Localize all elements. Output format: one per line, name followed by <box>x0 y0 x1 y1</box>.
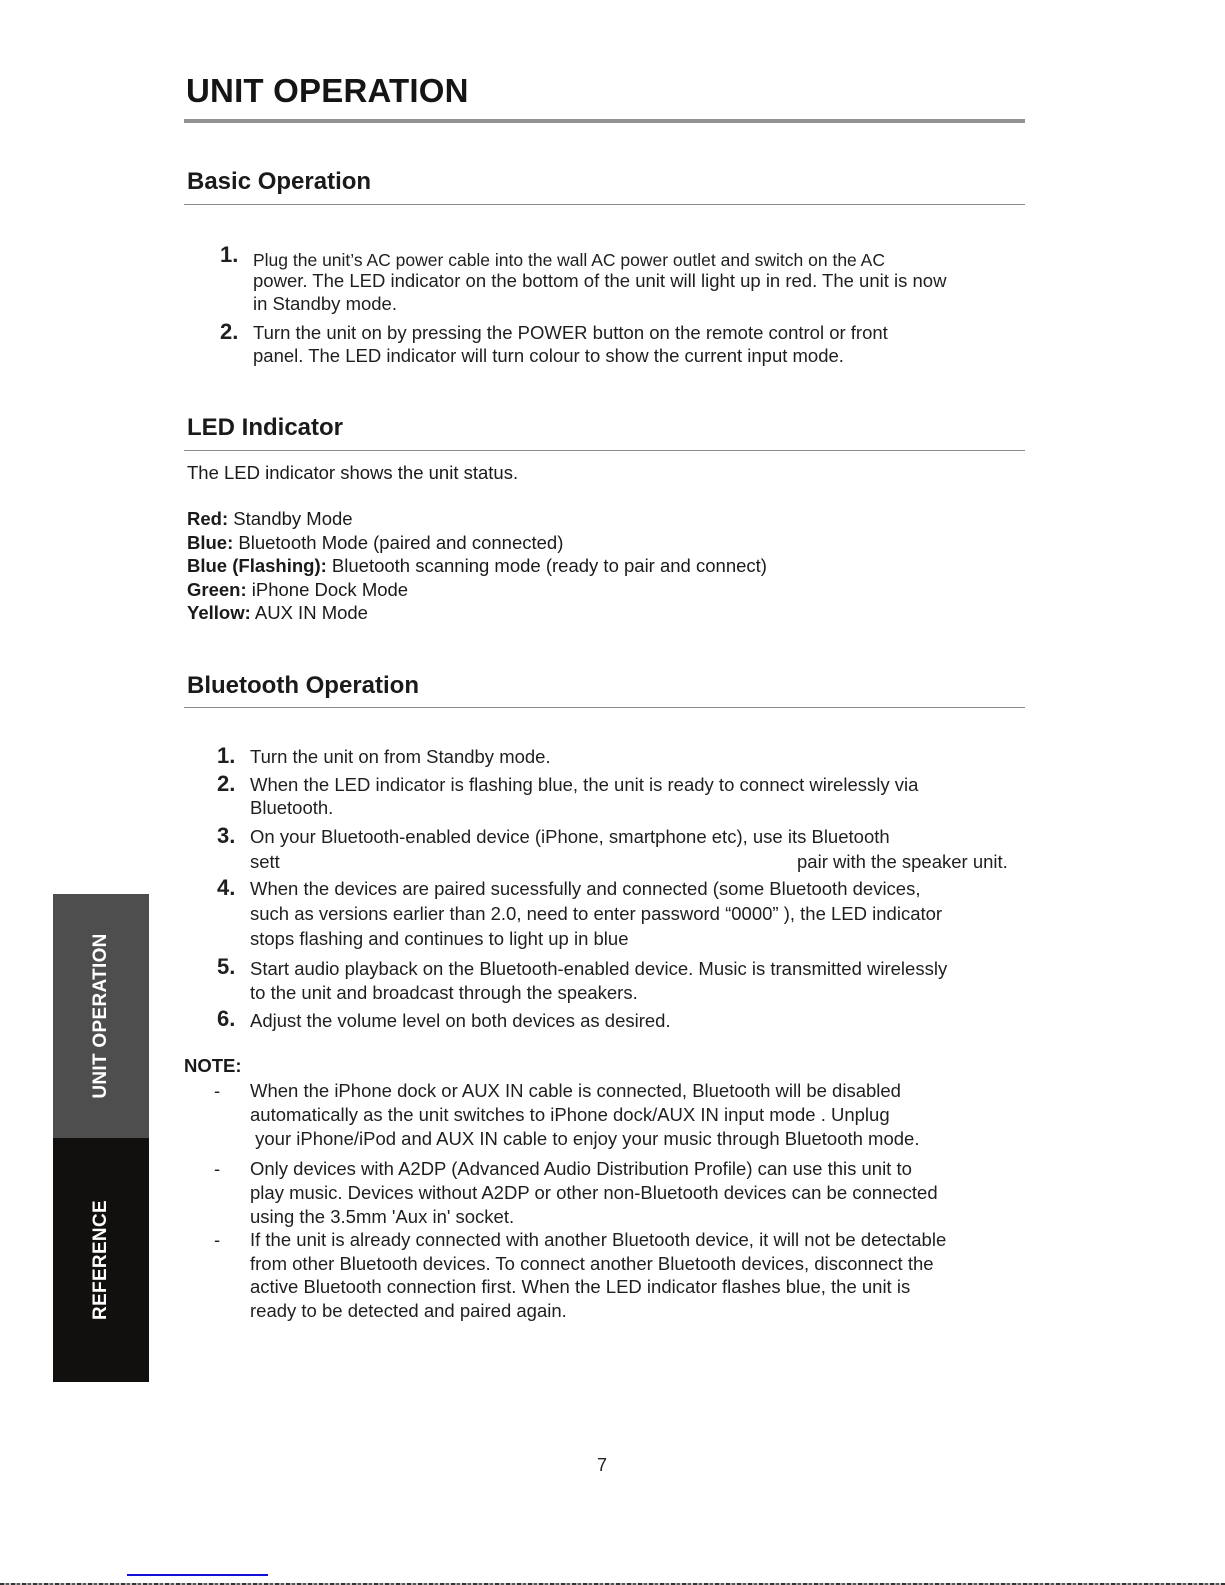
item-text: Turn the unit on from Standby mode. <box>250 746 551 767</box>
item-text: Adjust the volume level on both devices as desired. <box>250 1010 671 1031</box>
section-divider <box>184 204 1025 205</box>
led-entry-red <box>187 507 353 531</box>
section-divider <box>184 450 1025 451</box>
page-title: UNIT OPERATION <box>186 72 469 109</box>
item-text: Bluetooth. <box>250 797 334 818</box>
item-text: Start audio playback on the Bluetooth-enabled device. Music is transmitted wirelessly <box>250 958 948 979</box>
led-entry-blue <box>187 531 563 555</box>
note-label: NOTE: <box>184 1055 242 1076</box>
section-heading-led-indicator: LED Indicator <box>187 414 344 441</box>
bullet-text: automatically as the unit switches to iPhone dock/AUX IN input mode . Unplug <box>250 1104 890 1125</box>
led-entry-yellow <box>187 601 368 625</box>
item-text: sett <box>250 851 280 872</box>
led-desc: iPhone Dock Mode <box>246 579 409 600</box>
bullet-text: If the unit is already connected with another Bluetooth device, it will not be detectable <box>250 1229 947 1250</box>
item-text: On your Bluetooth-enabled device (iPhone, smartphone etc), use its Bluetooth <box>250 826 890 847</box>
section-heading-bluetooth-operation: Bluetooth Operation <box>187 672 419 699</box>
bullet-text: ready to be detected and paired again. <box>250 1300 567 1321</box>
item-number: 5. <box>217 954 236 979</box>
item-text: Plug the unit’s AC power cable into the wall AC power outlet and switch on the AC <box>253 250 885 270</box>
led-desc: AUX IN Mode <box>250 602 368 623</box>
item-text: When the devices are paired sucessfully and connected (some Bluetooth devices, <box>250 878 921 899</box>
led-entry-blue-flashing <box>187 554 767 578</box>
item-text: to the unit and broadcast through the speakers. <box>250 982 638 1003</box>
led-desc: Bluetooth scanning mode (ready to pair and connect) <box>326 555 767 576</box>
item-number: 1. <box>217 743 236 768</box>
item-text: panel. The LED indicator will turn colour to show the current input mode. <box>253 345 844 366</box>
led-intro: The LED indicator shows the unit status. <box>187 462 519 483</box>
side-tab-unit-operation[interactable] <box>53 894 149 1138</box>
item-text: pair with the speaker unit. <box>797 851 1008 872</box>
page-number: 7 <box>597 1455 608 1475</box>
led-label: Red: <box>187 508 229 529</box>
footer-link-underline <box>127 1574 268 1576</box>
led-entry-green <box>187 578 408 602</box>
bullet-text: Only devices with A2DP (Advanced Audio Distribution Profile) can use this unit to <box>250 1158 912 1179</box>
bullet-dash: - <box>214 1080 221 1101</box>
side-tab-label: UNIT OPERATION <box>90 933 111 1099</box>
led-label: Yellow: <box>187 602 251 623</box>
item-text: in Standby mode. <box>253 293 397 314</box>
bullet-dash: - <box>214 1229 221 1250</box>
bullet-text: play music. Devices without A2DP or other non-Bluetooth devices can be connected <box>250 1182 938 1203</box>
led-desc: Standby Mode <box>228 508 353 529</box>
section-heading-basic-operation: Basic Operation <box>187 168 372 195</box>
item-number: 3. <box>217 823 236 848</box>
led-desc: Bluetooth Mode (paired and connected) <box>233 532 564 553</box>
item-text: power. The LED indicator on the bottom of the unit will light up in red. The unit is now <box>253 270 947 291</box>
section-divider <box>184 707 1025 708</box>
item-number: 2. <box>220 319 239 344</box>
item-text: stops flashing and continues to light up in blue <box>250 928 629 949</box>
side-tab-label: REFERENCE <box>90 1200 111 1320</box>
item-number: 6. <box>217 1006 236 1031</box>
side-tab-reference[interactable] <box>53 1138 149 1382</box>
item-number: 4. <box>217 875 236 900</box>
led-label: Blue (Flashing): <box>187 555 327 576</box>
bullet-text: using the 3.5mm 'Aux in' socket. <box>250 1206 515 1227</box>
bullet-text: from other Bluetooth devices. To connect another Bluetooth devices, disconnect the <box>250 1253 934 1274</box>
item-text: Turn the unit on by pressing the POWER button on the remote control or front <box>253 322 888 343</box>
led-label: Green: <box>187 579 247 600</box>
led-label: Blue: <box>187 532 234 553</box>
item-text: such as versions earlier than 2.0, need to enter password “0000” ), the LED indicator <box>250 903 943 924</box>
title-divider <box>184 119 1025 123</box>
item-number: 1. <box>220 242 239 267</box>
bullet-dash: - <box>214 1158 221 1179</box>
bullet-text: When the iPhone dock or AUX IN cable is connected, Bluetooth will be disabled <box>250 1080 901 1101</box>
item-number: 2. <box>217 771 236 796</box>
bullet-text: your iPhone/iPod and AUX IN cable to enjoy your music through Bluetooth mode. <box>250 1128 920 1149</box>
item-text: When the LED indicator is flashing blue, the unit is ready to connect wirelessly via <box>250 774 919 795</box>
bullet-text: active Bluetooth connection first. When the LED indicator flashes blue, the unit is <box>250 1276 911 1297</box>
